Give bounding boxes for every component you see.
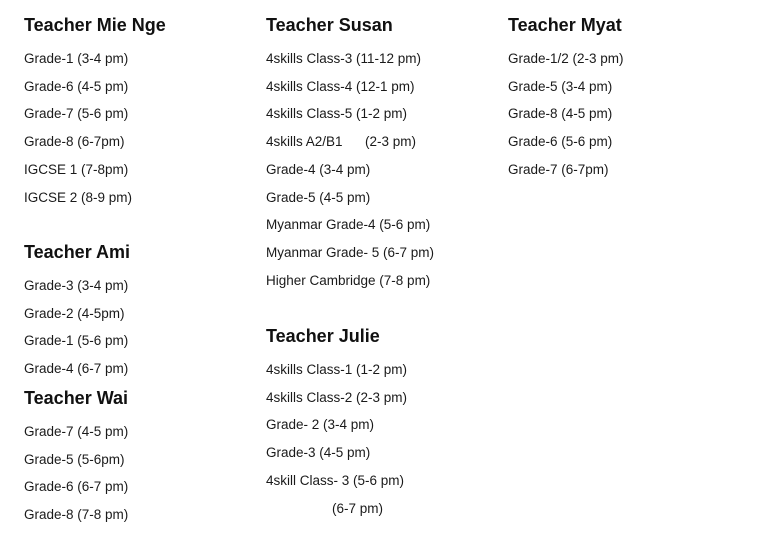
class-item: Grade-8 (6-7pm)	[24, 134, 125, 150]
class-item: Grade-6 (4-5 pm)	[24, 78, 129, 94]
class-item: Grade-4 (6-7 pm)	[24, 361, 129, 377]
class-list	[266, 45, 434, 294]
class-item: Grade-3 (3-4 pm)	[24, 278, 129, 293]
class-item: Grade-2 (4-5pm)	[24, 305, 125, 321]
teacher-block-ami	[24, 241, 130, 383]
class-item: Grade-5 (3-4 pm)	[508, 78, 613, 94]
class-item: Myanmar Grade- 5 (6-7 pm)	[266, 244, 435, 260]
class-list	[508, 45, 624, 184]
teacher-name: Teacher Myat	[508, 15, 622, 35]
teacher-name: Teacher Ami	[24, 242, 131, 262]
teacher-name: Teacher Susan	[266, 15, 393, 35]
class-item: 4skills A2/B1 (2-3 pm)	[266, 134, 417, 150]
teacher-block-julie	[266, 325, 407, 522]
class-item: Grade-7 (5-6 pm)	[24, 106, 129, 122]
class-item: 4skill Class- 3 (5-6 pm)	[266, 472, 405, 488]
teacher-name: Teacher Wai	[24, 388, 129, 408]
class-item: IGCSE 1 (7-8pm)	[24, 161, 129, 177]
class-item: 4skills Class-1 (1-2 pm)	[266, 362, 408, 377]
class-item: Grade-3 (4-5 pm)	[266, 445, 371, 461]
teacher-name: Teacher Julie	[266, 326, 380, 346]
teacher-block-mie-nge	[24, 14, 166, 211]
class-item: IGCSE 2 (8-9 pm)	[24, 189, 133, 205]
class-list	[266, 356, 407, 522]
teacher-block-wai	[24, 387, 128, 529]
class-item: Grade-1/2 (2-3 pm)	[508, 51, 624, 66]
class-item: Grade-7 (6-7pm)	[508, 161, 609, 177]
class-list	[24, 272, 130, 383]
class-list	[24, 45, 166, 211]
class-item: Grade-5 (4-5 pm)	[266, 189, 371, 205]
teacher-block-myat	[508, 14, 624, 184]
class-item: Grade-6 (5-6 pm)	[508, 134, 613, 150]
class-list	[24, 418, 128, 529]
class-item: Grade-7 (4-5 pm)	[24, 424, 129, 439]
class-item: Grade-8 (7-8 pm)	[24, 507, 129, 523]
class-item: (6-7 pm)	[332, 500, 384, 516]
class-item: 4skills Class-4 (12-1 pm)	[266, 78, 415, 94]
class-item: Grade-8 (4-5 pm)	[508, 106, 613, 122]
class-item: Grade- 2 (3-4 pm)	[266, 417, 375, 433]
class-item: Grade-1 (3-4 pm)	[24, 51, 129, 66]
class-item: Grade-6 (6-7 pm)	[24, 479, 129, 495]
class-item: Myanmar Grade-4 (5-6 pm)	[266, 217, 431, 233]
class-item: 4skills Class-3 (11-12 pm)	[266, 51, 422, 66]
teacher-block-susan	[266, 14, 434, 294]
class-item: Grade-5 (5-6pm)	[24, 451, 125, 467]
class-item: Grade-4 (3-4 pm)	[266, 161, 371, 177]
class-item: Higher Cambridge (7-8 pm)	[266, 272, 431, 288]
class-item: 4skills Class-2 (2-3 pm)	[266, 389, 408, 405]
class-item: Grade-1 (5-6 pm)	[24, 333, 129, 349]
teacher-name: Teacher Mie Nge	[24, 15, 166, 35]
class-item: 4skills Class-5 (1-2 pm)	[266, 106, 408, 122]
